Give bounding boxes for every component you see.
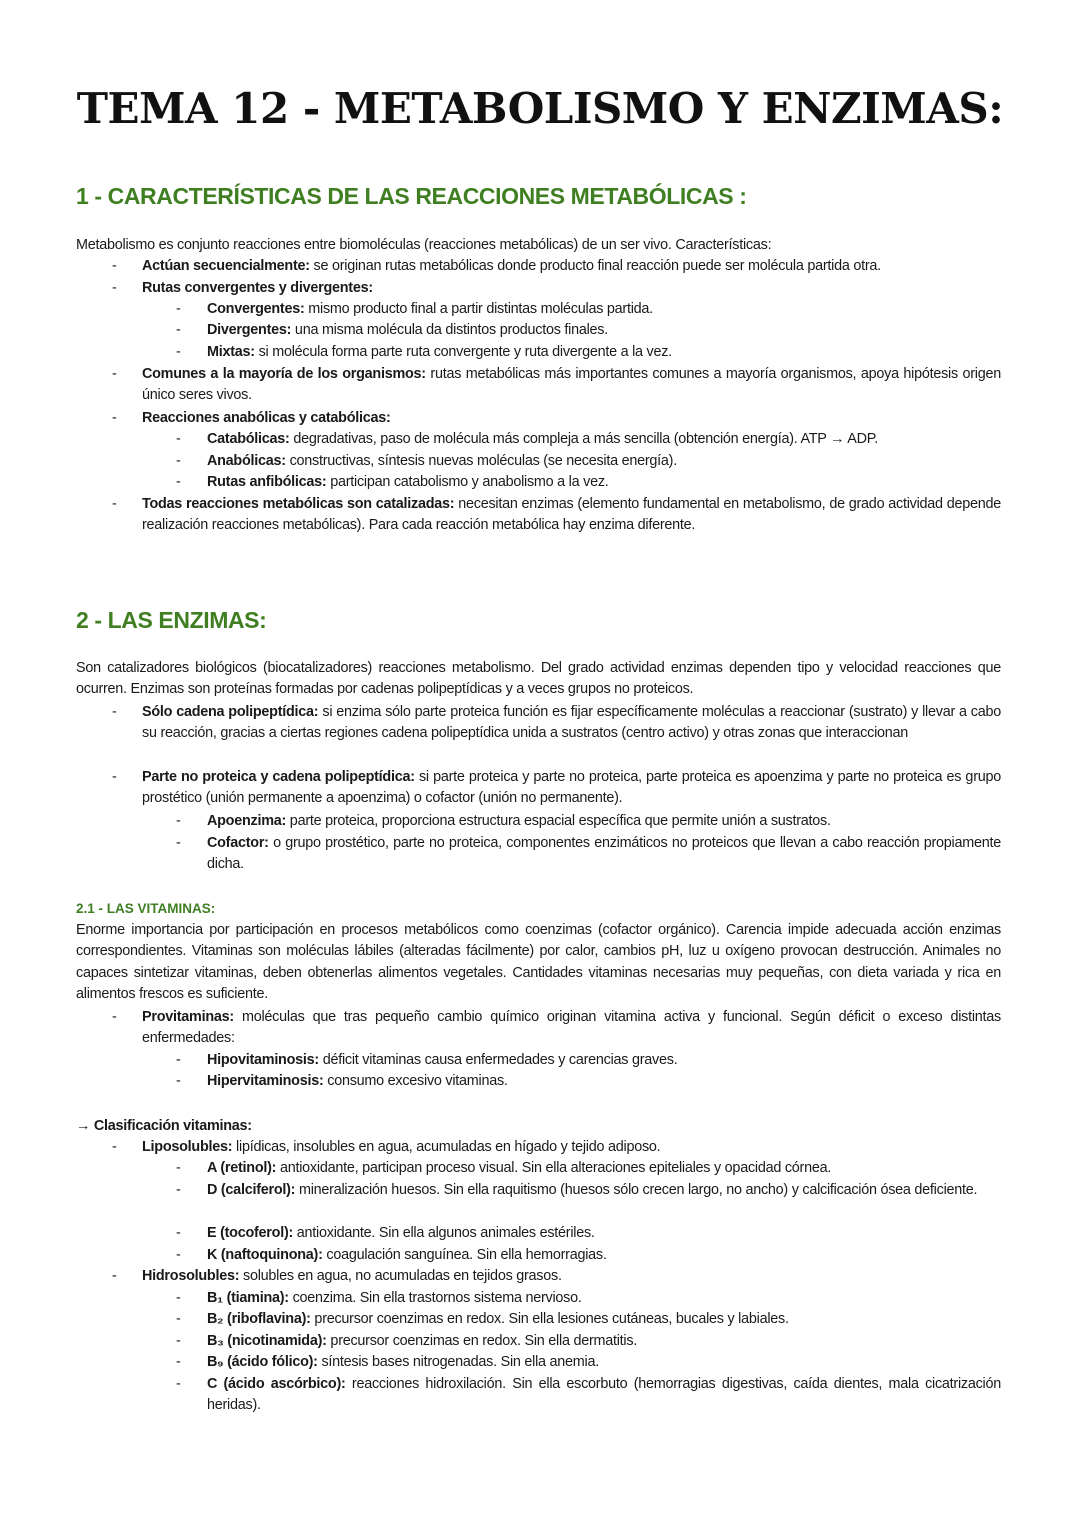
list-item — [207, 342, 1001, 363]
definition: se originan rutas metabólicas donde producto final reacción puede ser molécula partida otra. — [309, 258, 881, 274]
definition: antioxidante, participan proceso visual. Sin ella alteraciones epiteliales y opacidad córnea. — [276, 1160, 832, 1176]
term: Sólo cadena polipeptídica: — [142, 704, 319, 720]
term: D (calciferol): — [207, 1182, 296, 1198]
term: K (naftoquinona): — [207, 1247, 323, 1263]
definition: parte proteica, proporciona estructura espacial específica que permite unión a sustratos. — [286, 813, 831, 829]
definition: antioxidante. Sin ella algunos animales estériles. — [293, 1225, 595, 1241]
term: Reacciones anabólicas y catabólicas: — [142, 410, 391, 426]
list-item — [142, 364, 1001, 407]
list-item — [207, 1071, 1001, 1092]
list-item — [207, 451, 1001, 472]
term: Apoenzima: — [207, 813, 287, 829]
term: Rutas convergentes y divergentes: — [142, 280, 373, 296]
section-1-heading: 1 - CARACTERÍSTICAS DE LAS REACCIONES METABÓLICAS : — [76, 183, 747, 209]
definition: consumo excesivo vitaminas. — [323, 1073, 508, 1089]
definition: precursor coenzimas en redox. Sin ella lesiones cutáneas, bucales y labiales. — [310, 1311, 789, 1327]
list-item — [207, 1245, 1001, 1266]
bullet-dash: - — [112, 769, 117, 785]
definition: o grupo prostético, parte no proteica, componentes enzimáticos no proteicos que llevan a cabo reacción propiamente dicha. — [207, 835, 1001, 873]
bullet-dash: - — [176, 1225, 181, 1241]
term: B₁ (tiamina): — [207, 1290, 289, 1306]
term: C (ácido ascórbico): — [207, 1376, 346, 1392]
bullet-dash: - — [176, 1247, 181, 1263]
list-item — [207, 1309, 1001, 1330]
list-item — [207, 429, 1001, 450]
list-item — [207, 833, 1001, 876]
definition: constructivas, síntesis nuevas moléculas (se necesita energía). — [285, 453, 677, 469]
bullet-dash: - — [176, 474, 181, 490]
bullet-dash: - — [176, 431, 181, 447]
bullet-dash: - — [176, 322, 181, 338]
bullet-dash: - — [176, 1333, 181, 1349]
list-item — [142, 1266, 1001, 1287]
bullet-dash: - — [112, 280, 117, 296]
definition: necesitan enzimas (elemento fundamental en metabolismo, de grado actividad depende realización reacciones metabólicas). Para cada reacción metabólica hay enzima diferente. — [142, 496, 1001, 534]
definition: degradativas, paso de molécula más compleja a más sencilla (obtención energía). ATP → ADP. — [289, 431, 878, 447]
definition: lipídicas, insolubles en agua, acumuladas en hígado y tejido adiposo. — [232, 1139, 661, 1155]
term: B₂ (riboflavina): — [207, 1311, 311, 1327]
term: A (retinol): — [207, 1160, 277, 1176]
definition: si enzima sólo parte proteica función es fijar específicamente moléculas a reaccionar (sustrato) y llevar a cabo su reacción, gracias a ciertas regiones cadena polipeptídica unida a sustratos (centro activo) y otras zonas que interaccionan — [142, 704, 1001, 742]
term: Rutas anfibólicas: — [207, 474, 327, 490]
list-item — [207, 1374, 1001, 1417]
bullet-dash: - — [176, 1182, 181, 1198]
bullet-dash: - — [112, 1268, 117, 1284]
list-item — [142, 767, 1001, 810]
list-item — [142, 1007, 1001, 1050]
section-1-intro: Metabolismo es conjunto reacciones entre biomoléculas (reacciones metabólicas) de un ser vivo. Características: — [76, 237, 772, 253]
bullet-dash: - — [112, 704, 117, 720]
definition: participan catabolismo y anabolismo a la vez. — [326, 474, 609, 490]
bullet-dash: - — [176, 1354, 181, 1370]
list-item — [207, 1180, 1001, 1201]
term: Liposolubles: — [142, 1139, 233, 1155]
list-item — [142, 1137, 1001, 1158]
list-item — [207, 299, 1001, 320]
term: Hipovitaminosis: — [207, 1052, 319, 1068]
term: Actúan secuencialmente: — [142, 258, 310, 274]
definition: déficit vitaminas causa enfermedades y carencias graves. — [318, 1052, 678, 1068]
bullet-dash: - — [176, 1376, 181, 1392]
bullet-dash: - — [176, 344, 181, 360]
definition: precursor coenzimas en redox. Sin ella dermatitis. — [326, 1333, 638, 1349]
term: B₃ (nicotinamida): — [207, 1333, 327, 1349]
bullet-dash: - — [176, 1311, 181, 1327]
term: Divergentes: — [207, 322, 292, 338]
definition: rutas metabólicas más importantes comunes a mayoría organismos, apoya hipótesis origen único seres vivos. — [142, 366, 1001, 404]
definition: si parte proteica y parte no proteica, parte proteica es apoenzima y parte no proteica es grupo prostético (unión permanente a apoenzima) o cofactor (unión no permanente). — [142, 769, 1001, 807]
term: Catabólicas: — [207, 431, 290, 447]
definition: mineralización huesos. Sin ella raquitismo (huesos sólo crecen largo, no ancho) y calcificación ósea deficiente. — [295, 1182, 978, 1198]
list-item — [207, 1331, 1001, 1352]
term: Hipervitaminosis: — [207, 1073, 324, 1089]
definition: coenzima. Sin ella trastornos sistema nervioso. — [288, 1290, 582, 1306]
definition: síntesis bases nitrogenadas. Sin ella anemia. — [317, 1354, 599, 1370]
section-2-intro: Son catalizadores biológicos (biocatalizadores) reacciones metabolismo. Del grado actividad enzimas dependen tipo y velocidad reacciones que ocurren. Enzimas son proteínas formadas por cadenas polipeptídicas y a veces grupos no proteicos. — [76, 660, 1001, 698]
list-item — [207, 1352, 1001, 1373]
list-item — [207, 472, 1001, 493]
bullet-dash: - — [112, 1009, 117, 1025]
list-item — [142, 256, 1001, 277]
bullet-dash: - — [176, 301, 181, 317]
definition: mismo producto final a partir distintas moléculas partida. — [304, 301, 653, 317]
bullet-dash: - — [176, 835, 181, 851]
bullet-dash: - — [176, 1052, 181, 1068]
term: Anabólicas: — [207, 453, 286, 469]
term: Mixtas: — [207, 344, 255, 360]
bullet-dash: - — [112, 1139, 117, 1155]
term: Todas reacciones metabólicas son catalizadas: — [142, 496, 455, 512]
definition: solubles en agua, no acumuladas en tejidos grasos. — [239, 1268, 562, 1284]
bullet-dash: - — [176, 1290, 181, 1306]
classification-heading: → Clasificación vitaminas: — [76, 1118, 252, 1134]
bullet-dash: - — [176, 1073, 181, 1089]
definition: si molécula forma parte ruta convergente y ruta divergente a la vez. — [254, 344, 672, 360]
bullet-dash: - — [176, 453, 181, 469]
definition: una misma molécula da distintos productos finales. — [291, 322, 608, 338]
section-2-heading: 2 - LAS ENZIMAS: — [76, 607, 267, 633]
list-item — [142, 278, 1001, 299]
term: B₉ (ácido fólico): — [207, 1354, 318, 1370]
term: Hidrosolubles: — [142, 1268, 240, 1284]
list-item — [207, 1158, 1001, 1179]
term: Cofactor: — [207, 835, 269, 851]
term: Parte no proteica y cadena polipeptídica: — [142, 769, 415, 785]
term: Convergentes: — [207, 301, 305, 317]
section-2-1-intro: Enorme importancia por participación en procesos metabólicos como coenzimas (cofactor orgánico). Carencia impide adecuada acción enzimas correspondientes. Vitaminas son moléculas lábiles (alteradas fácilmente) por calor, cambios pH, luz u oxígeno provocan destrucción. Animales no capaces sintetizar vitaminas, deben obtenerlas alimentos vegetales. Cantidades vitaminas necesarias muy pequeñas, con dieta variada y rica en alimentos frescos es suficiente. — [76, 922, 1001, 1002]
list-item — [207, 1288, 1001, 1309]
term: Comunes a la mayoría de los organismos: — [142, 366, 426, 382]
bullet-dash: - — [112, 410, 117, 426]
bullet-dash: - — [112, 496, 117, 512]
definition: reacciones hidroxilación. Sin ella escorbuto (hemorragias digestivas, caída dientes, mala cicatrización heridas). — [207, 1376, 1001, 1414]
list-item — [142, 408, 1001, 429]
list-item — [207, 811, 1001, 832]
list-item — [142, 702, 1001, 745]
list-item — [142, 494, 1001, 537]
definition: moléculas que tras pequeño cambio químico originan vitamina activa y funcional. Según déficit o exceso distintas enfermedades: — [142, 1009, 1001, 1047]
bullet-dash: - — [112, 258, 117, 274]
list-item — [207, 320, 1001, 341]
section-2-1-heading: 2.1 - LAS VITAMINAS: — [76, 901, 216, 916]
bullet-dash: - — [112, 366, 117, 382]
definition: coagulación sanguínea. Sin ella hemorragias. — [322, 1247, 607, 1263]
term: E (tocoferol): — [207, 1225, 294, 1241]
list-item — [207, 1223, 1001, 1244]
bullet-dash: - — [176, 1160, 181, 1176]
page-title: TEMA 12 - METABOLISMO Y ENZIMAS: — [76, 84, 1004, 133]
term: Provitaminas: — [142, 1009, 234, 1025]
list-item — [207, 1050, 1001, 1071]
bullet-dash: - — [176, 813, 181, 829]
